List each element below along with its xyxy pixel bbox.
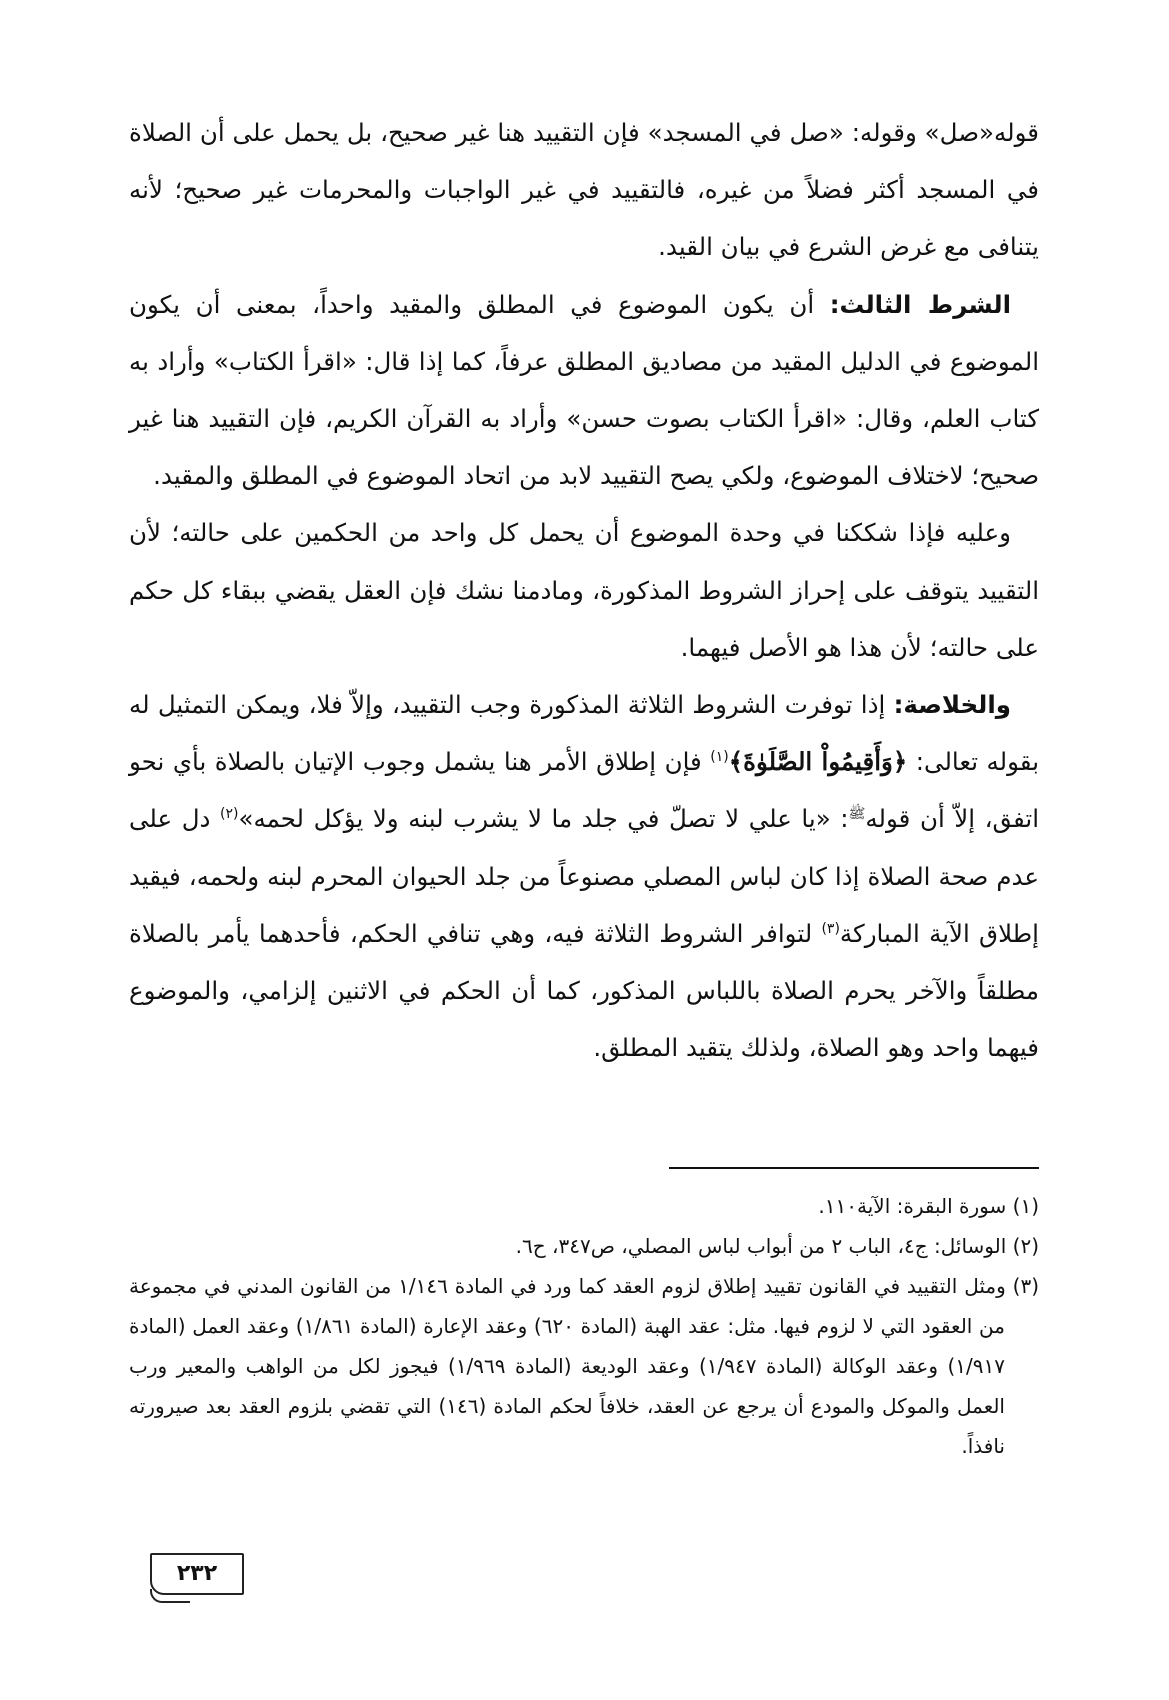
paragraph-2 [129,276,1039,505]
paragraph-4-label: والخلاصة: [893,690,1011,720]
page-number: ٢٣٢ [150,1553,244,1595]
paragraph-4 [129,676,1039,1076]
quran-verse: ﴿وَأَقِيمُواْ الصَّلَوٰةَ﴾ [728,747,908,777]
footnote-separator [669,1167,1039,1169]
paragraph-4-text-5: لتوافر الشروط الثلاثة فيه، وهي تنافي الحكم، فأحدهما يأمر بالصلاة مطلقاً والآخر يحرم الصلاة باللباس المذكور، كما أن الحكم في الاثنين إلزامي، والموضوع فيهما واحد وهو الصلاة، ولذلك يتقيد المطلق. [129,918,1039,1063]
honorific-symbol: ﷺ [848,806,866,823]
paragraph-3: وعليه فإذا شككنا في وحدة الموضوع أن يحمل كل واحد من الحكمين على حالته؛ لأن التقييد يتوقف على إحراز الشروط المذكورة، ومادمنا نشك فإن العقل يقضي ببقاء كل حكم على حالته؛ لأن هذا هو الأصل فيهما. [129,518,1039,662]
paragraph-4-text-2: فإن إطلاق الأمر هنا يشمل وجوب الإتيان بالصلاة بأي نحو اتفق، إلاّ أن قوله [129,747,1040,834]
paragraph-1: قوله«صل» وقوله: «صل في المسجد» فإن التقييد هنا غير صحيح، بل يحمل على أن الصلاة في المسجد أكثر فضلاً من غيره، فالتقييد في غير الواجبات والمحرمات غير صحيح؛ لأنه يتنافى مع غرض الشرع في بيان القيد. [129,118,1039,262]
paragraph-2-text: أن يكون الموضوع في المطلق والمقيد واحداً، بمعنى أن يكون الموضوع في الدليل المقيد من مصاديق المطلق عرفاً، كما إذا قال: «اقرأ الكتاب» وأراد به كتاب العلم، وقال: «اقرأ الكتاب بصوت حسن» وأراد به القرآن الكريم، فإن التقييد هنا غير صحيح؛ لاختلاف الموضوع، ولكي يصح التقييد لابد من اتحاد الموضوع في المطلق والمقيد. [129,289,1039,491]
footnote-1: (١) سورة البقرة: الآية١١٠. [818,1194,1039,1218]
footnote-ref-3: (٣) [821,920,840,937]
paragraph-4-text-4: دل على عدم صحة الصلاة إذا كان لباس المصلي مصنوعاً من جلد الحيوان المحرم لبنه ولحمه، فيقيد إطلاق الآية المباركة [129,804,1039,948]
footnote-3: (٣) ومثل التقييد في القانون تقييد إطلاق لزوم العقد كما ورد في المادة ١/١٤٦ من القانون المدني في مجموعة من العقود التي لا لزوم فيها. مثل: عقد الهبة (المادة ٦٢٠) وعقد الإعارة (المادة ١/٨٦١) وعقد العمل (المادة ١/٩١٧) وعقد الوكالة (المادة ١/٩٤٧) وعقد الوديعة (المادة ١/٩٦٩) فيجوز لكل من الواهب والمعير ورب العمل والموكل والمودع أن يرجع عن العقد، خلافاً لحكم المادة (١٤٦) التي تقضي بلزوم العقد بعد صيرورته نافذاً. [129,1274,1039,1458]
footnote-ref-1: (١) [710,749,729,766]
paragraph-2-label: الشرط الثالث: [829,289,1011,319]
paragraph-4-text-3: : «يا علي لا تصلّ في جلد ما لا يشرب لبنه ولا يؤكل لحمه» [238,804,849,834]
paragraph-4-text-1: إذا توفرت الشروط الثلاثة المذكورة وجب التقييد، وإلاّ فلا، ويمكن التمثيل له بقوله تعالى: [129,690,1040,777]
footnote-2: (٢) الوسائل: ج٤، الباب ٢ من أبواب لباس المصلي، ص٣٤٧، ح٦. [515,1234,1039,1258]
footnotes [129,1186,1039,1466]
main-text [129,104,1039,1076]
footnote-ref-2: (٢) [219,806,239,823]
